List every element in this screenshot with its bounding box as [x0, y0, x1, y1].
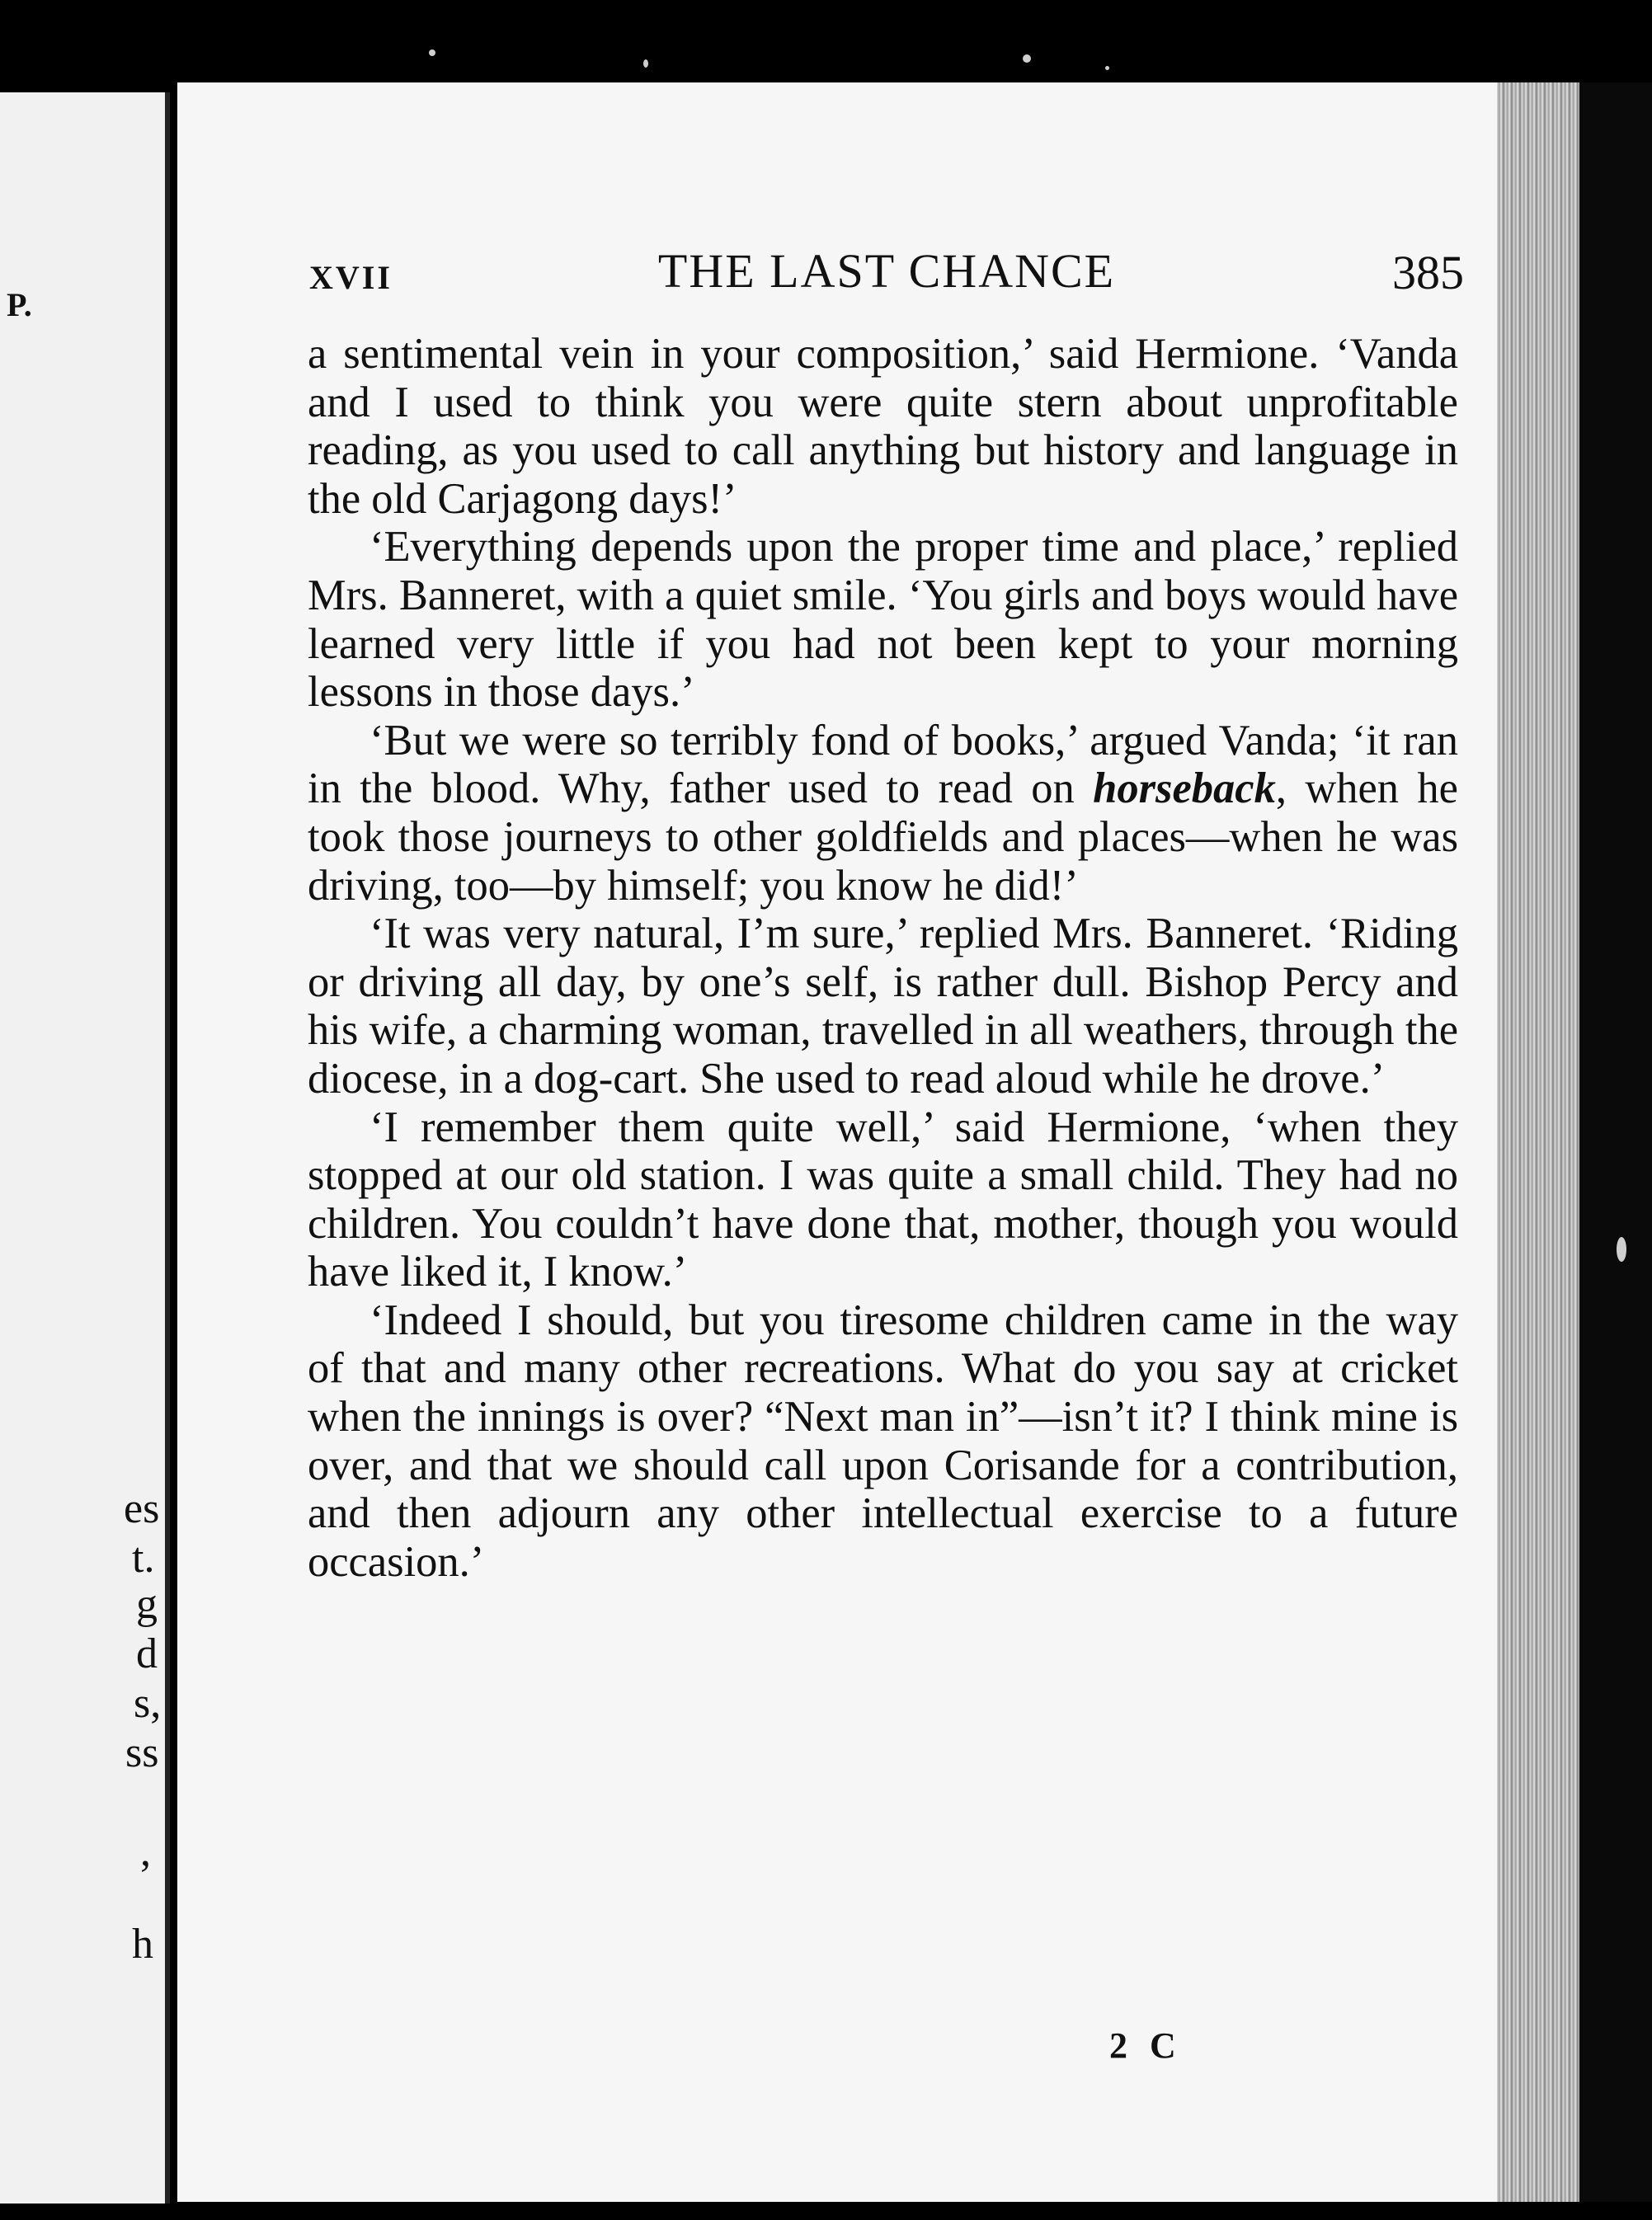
dust-speck [1617, 1237, 1626, 1262]
book-page [177, 82, 1513, 2202]
page-stack-edge [1497, 82, 1579, 2202]
dust-speck [1105, 66, 1109, 70]
left-page-fragment: d [136, 1630, 158, 1677]
paragraph: ‘I remember them quite well,’ said Hermione, ‘when they stopped at our old station. I was quite a small child. They had no children. You couldn’t have done that, mother, though you would have liked it, I know.’ [308, 1103, 1458, 1296]
left-facing-page [0, 92, 170, 2204]
running-head [309, 243, 1464, 309]
background-shadow [1579, 82, 1652, 2202]
body-text [308, 330, 1458, 1586]
paragraph: ‘Indeed I should, but you tiresome children came in the way of that and many other recreations. What do you say at cricket when the innings is over? “Next man in”—isn’t it? I think mine is over, and that we should call upon Corisande for a contribution, and then adjourn any other intellectual exercise to a future occasion.’ [308, 1296, 1458, 1586]
paragraph: a sentimental vein in your composition,’ said Hermione. ‘Vanda and I used to think you were quite stern about unprofitable reading, as you used to call anything but history and language in the old Carjagong days!’ [308, 330, 1458, 523]
page-title: THE LAST CHANCE [657, 244, 1116, 298]
paragraph-text: , when he took those journeys to other goldfields and places—when he was driving, too—by himself; you know he did!’ [308, 764, 1458, 910]
left-page-fragment: P. [7, 286, 32, 323]
signature-mark: 2 C [1109, 2025, 1183, 2066]
left-page-fragment: t. [132, 1535, 155, 1582]
paragraph [308, 717, 1458, 910]
dust-speck [643, 59, 648, 68]
left-page-fragment: ss [125, 1729, 159, 1776]
chapter-number: XVII [309, 259, 393, 296]
paragraph: ‘Everything depends upon the proper time and place,’ replied Mrs. Banneret, with a quiet smile. ‘You girls and boys would have learned very little if you had not been kept to your morning lessons in those days.’ [308, 523, 1458, 717]
left-page-fragment: s, [134, 1680, 162, 1727]
left-page-fragment: es [124, 1485, 160, 1532]
left-page-fragment: , [140, 1828, 151, 1875]
paragraph: ‘It was very natural, I’m sure,’ replied Mrs. Banneret. ‘Riding or driving all day, by one’s self, is rather dull. Bishop Percy and his wife, a charming woman, travelled in all weathers, through the diocese, in a dog-cart. She used to read aloud while he drove.’ [308, 910, 1458, 1103]
dust-speck [1023, 54, 1031, 63]
italic-word: horseback [1093, 764, 1276, 813]
page-number: 385 [1392, 246, 1464, 299]
paragraph-text: ‘But we were so terribly fond of books,’ argued Vanda; ‘it ran in the blood. Why, father used to read on [308, 716, 1458, 813]
left-page-fragment: h [132, 1921, 153, 1968]
left-page-fragment: g [136, 1581, 158, 1628]
dust-speck [429, 49, 435, 56]
